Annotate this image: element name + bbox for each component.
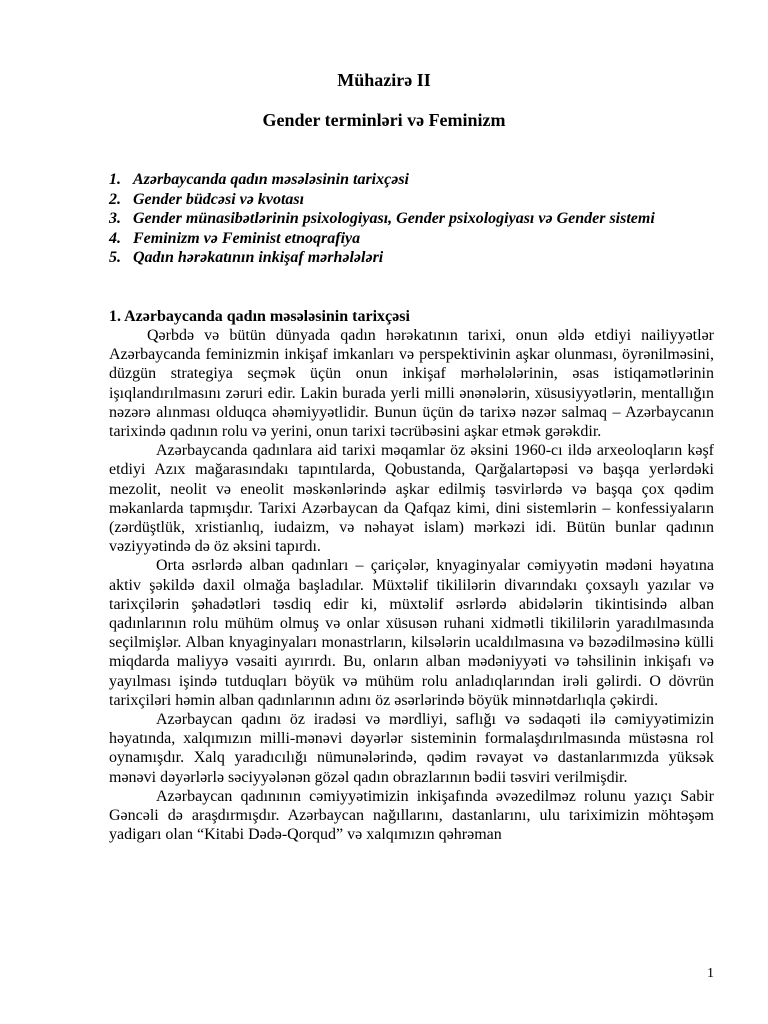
section-heading: 1. Azərbaycanda qadın məsələsinin tarixçəsi xyxy=(109,308,410,325)
toc-item xyxy=(109,209,714,229)
lecture-title: Mühazirə II xyxy=(337,70,431,90)
toc-item-number: 3. xyxy=(109,210,121,227)
toc-item xyxy=(109,229,714,249)
paragraph: Azərbaycanda qadınlara aid tarixi məqamlar öz əksini 1960-cı ildə arxeoloqların kəşf etdiyi Azıx mağarasındakı tapıntılarda, Qobustanda, Qarğalartəpəsi və başqa yerlərdəki mezolit, neolit və eneolit məskənlərində aşkar edilmiş təsvirlərdə və başqa çox qədim məkanlarda tapmışdır. Tarixi Azərbaycan da Qafqaz kimi, dini sistemlərin – konfessiyaların (zərdüştlük, xristianlıq, iudaizm, və nəhayət islam) mərkəzi idi. Bütün bunlar qadının vəziyyətində də öz əksini tapırdı. xyxy=(109,442,714,556)
toc-item-text: Azərbaycanda qadın məsələsinin tarixçəsi xyxy=(133,171,409,188)
toc-item-number: 1. xyxy=(109,171,121,188)
toc-item-text: Qadın hərəkatının inkişaf mərhələləri xyxy=(133,249,384,266)
toc-item-text: Feminizm və Feminist etnoqrafiya xyxy=(133,229,361,247)
paragraph: Qərbdə və bütün dünyada qadın hərəkatının tarixi, onun əldə etdiyi nailiyyətlər Azərbaycanda feminizmin inkişaf imkanları və perspektivinin aşkar olunması, öyrənilməsini, düzgün strategiya seçmək üçün onun inkişaf mərhələlərinin, əsas istiqamətlərinin işıqlandırılmasını zəruri edir. Lakin burada yerli milli ənənələrin, xüsusiyyətlərin, mentallığın nəzərə alınması olduqca əhəmiyyətlidir. Bunun üçün də tarixə nəzər salmaq – Azərbaycanın tarixində qadının rolu və yerini, onun tarixi təcrübəsini aşkar etmək gərəkdir. xyxy=(109,327,714,441)
paragraph: Azərbaycan qadını öz iradəsi və mərdliyi, saflığı və sədaqəti ilə cəmiyyətimizin həyatında, xalqımızın milli-mənəvi dəyərlər sisteminin formalaşdırılmasında müstəsna rol oynamışdır. Xalq yaradıcılığı nümunələrində, qədim rəvayət və dastanlarımızda yüksək mənəvi dəyərlərlə səciyyələnən gözəl qadın obrazlarının bədii təsviri verilmişdir. xyxy=(109,711,714,786)
paragraph: Azərbaycan qadınının cəmiyyətimizin inkişafında əvəzedilməz rolunu yazıçı Sabir Gəncəli də araşdırmışdır. Azərbaycan nağıllarını, dastanlarını, ulu tariximizin möhtəşəm yadigarı olan “Kitabi Dədə-Qorqud” və xalqımızın qəhrəman xyxy=(109,787,714,844)
toc-item xyxy=(109,248,714,268)
table-of-contents xyxy=(109,170,714,268)
toc-item xyxy=(109,170,714,190)
toc-item-number: 5. xyxy=(109,249,121,266)
lecture-subtitle: Gender terminləri və Feminizm xyxy=(262,110,506,130)
toc-item-text: Gender büdcəsi və kvotası xyxy=(133,190,305,208)
toc-item-number: 2. xyxy=(109,190,121,208)
body-text xyxy=(109,326,714,844)
paragraph: Orta əsrlərdə alban qadınları – çariçələr, knyaginyalar cəmiyyətin mədəni həyatına aktiv şəkildə daxil olmağa başladılar. Müxtəlif tikililərin divarındakı çoxsaylı yazılar və tarixçilərin şəhadətləri təsdiq edir ki, müxtəlif əsrlərdə abidələrin tikintisində alban qadınlarının rolu mühüm olmuş və onlar xüsusən ruhani xidmətli tikililərin yaradılmasında seçilmişlər. Alban knyaginyaları monastrların, kilsələrin ucaldılmasına və bəzədilməsinə külli miqdarda maliyyə vəsaiti ayırırdı. Bu, onların alban mədəniyyəti və təhsilinin inkişafı və yayılması işində tutduqları böyük və mühüm rolu anladıqlarından irəli gəlirdi. O dövrün tarixçiləri həmin alban qadınlarının adını öz əsərlərində böyük minnətdarlıqla çəkirdi. xyxy=(109,557,714,709)
toc-item-number: 4. xyxy=(109,229,121,247)
toc-item xyxy=(109,190,714,210)
toc-item-text: Gender münasibətlərinin psixologiyası, Gender psixologiyası və Gender sistemi xyxy=(133,210,655,227)
page-number: 1 xyxy=(707,966,714,981)
